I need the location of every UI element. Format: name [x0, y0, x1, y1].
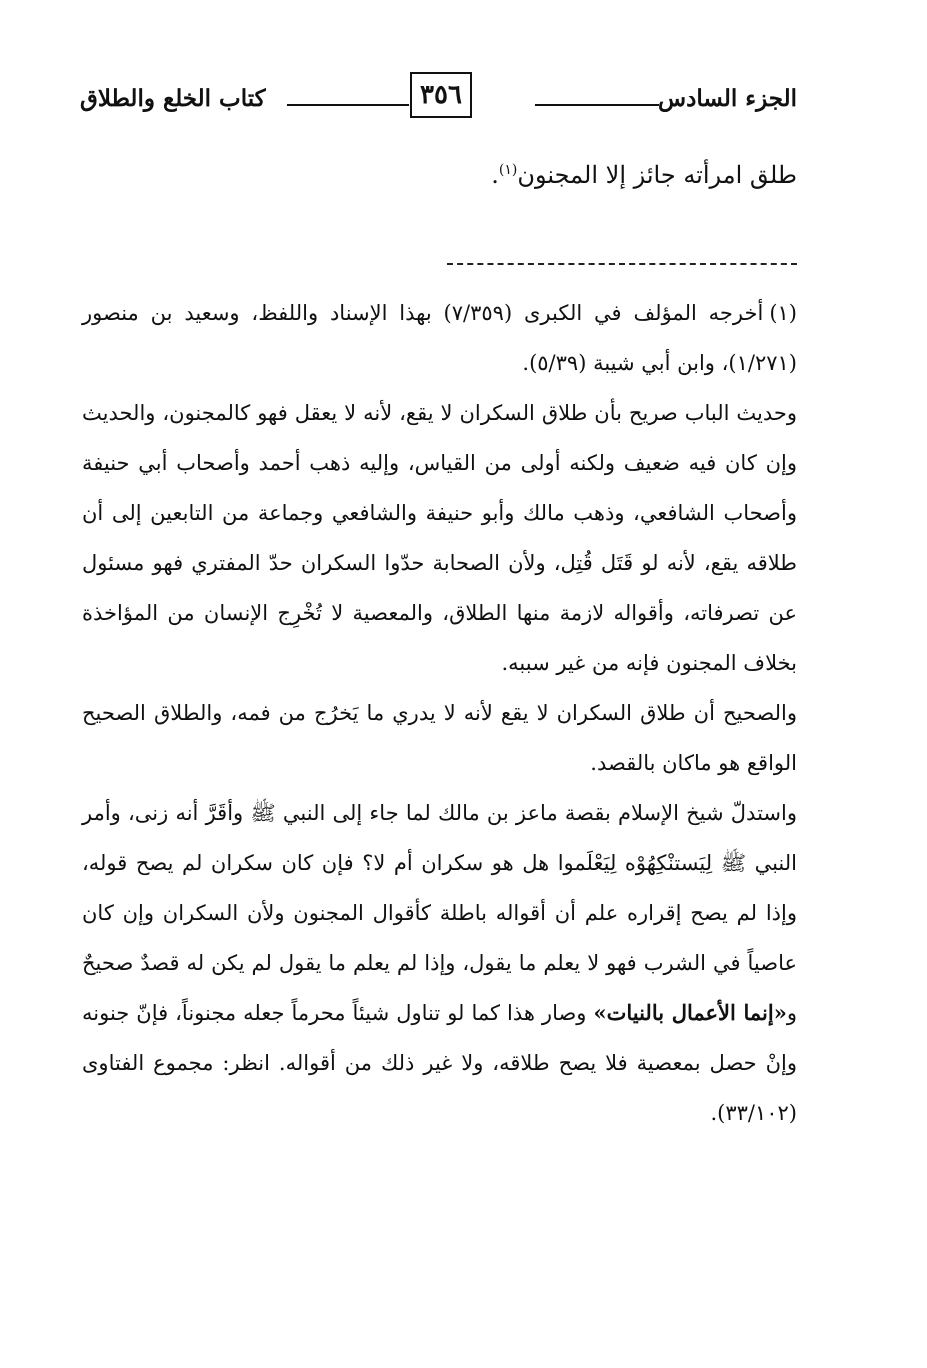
footnotes-block — [82, 288, 797, 1138]
header-rule-right — [535, 104, 659, 106]
header-rule-left — [287, 104, 409, 106]
footnote-paragraph-2 — [82, 688, 797, 788]
footnote-1-text: أخرجه المؤلف في الكبرى (٧/٣٥٩) بهذا الإسناد واللفظ، وسعيد بن منصور (١/٢٧١)، وابن أبي شيبة (٥/٣٩). — [82, 301, 797, 375]
main-text-end: . — [491, 161, 499, 189]
footnote-reference: (١) — [498, 162, 518, 178]
footnote-paragraph-2-text: والصحيح أن طلاق السكران لا يقع لأنه لا يدري ما يَخرُج من فمه، والطلاق الصحيح الواقع هو ماكان بالقصد. — [82, 701, 797, 775]
footnote-separator — [447, 263, 797, 265]
hadith-quote: «إنما الأعمال بالنيات» — [593, 1000, 787, 1025]
footnote-paragraph-3 — [82, 788, 797, 1138]
main-text-line: طلق امرأته جائز إلا المجنون — [517, 161, 797, 189]
footnote-paragraph-1 — [82, 388, 797, 688]
footnote-1-marker: (١) — [769, 301, 797, 325]
footnote-paragraph-3-text-b: وصار هذا كما لو تناول شيئاً محرماً جعله مجنوناً، فإنّ جنونه وإنْ حصل بمعصية فلا يصح طلاقه، ولا غير ذلك من أقواله. انظر: مجموع الفتاوى (٣٣/١٠٢). — [82, 1001, 797, 1125]
footnote-1 — [82, 288, 797, 388]
footnote-paragraph-1-text: وحديث الباب صريح بأن طلاق السكران لا يقع، لأنه لا يعقل فهو كالمجنون، والحديث وإن كان فيه ضعيف ولكنه أولى من القياس، وإليه ذهب أحمد وأصحاب أبي حنيفة وأصحاب الشافعي، وذهب مالك وأبو حنيفة والشافعي وجماعة من التابعين إلى أن طلاقه يقع، لأنه لو قَتَل قُتِل، ولأن الصحابة حدّوا السكران حدّ المفتري فهو مسئول عن تصرفاته، وأقواله لازمة منها الطلاق، والمعصية لا تُخْرِج الإنسان من المؤاخذة بخلاف المجنون فإنه من غير سببه. — [82, 401, 797, 675]
page-number-box: ٣٥٦ — [410, 72, 472, 118]
volume-title: الجزء السادس — [658, 85, 797, 112]
book-title: كتاب الخلع والطلاق — [80, 85, 266, 112]
page-header — [80, 72, 797, 124]
footnote-paragraph-3-text-a: واستدلّ شيخ الإسلام بقصة ماعز بن مالك لما جاء إلى النبي ﷺ وأقَرَّ أنه زنى، وأمر النبي ﷺ لِيَستنْكِهُوْه لِيَعْلَموا هل هو سكران أم لا؟ فإن كان سكران لم يصح قوله، وإذا لم يصح إقراره علم أن أقواله باطلة كأقوال المجنون ولأن السكران وإن كان عاصياً في الشرب فهو لا يعلم ما يقول، وإذا لم يعلم ما يقول لم يكن له قصدٌ صحيحٌ و — [82, 801, 798, 1025]
main-text — [380, 148, 797, 197]
